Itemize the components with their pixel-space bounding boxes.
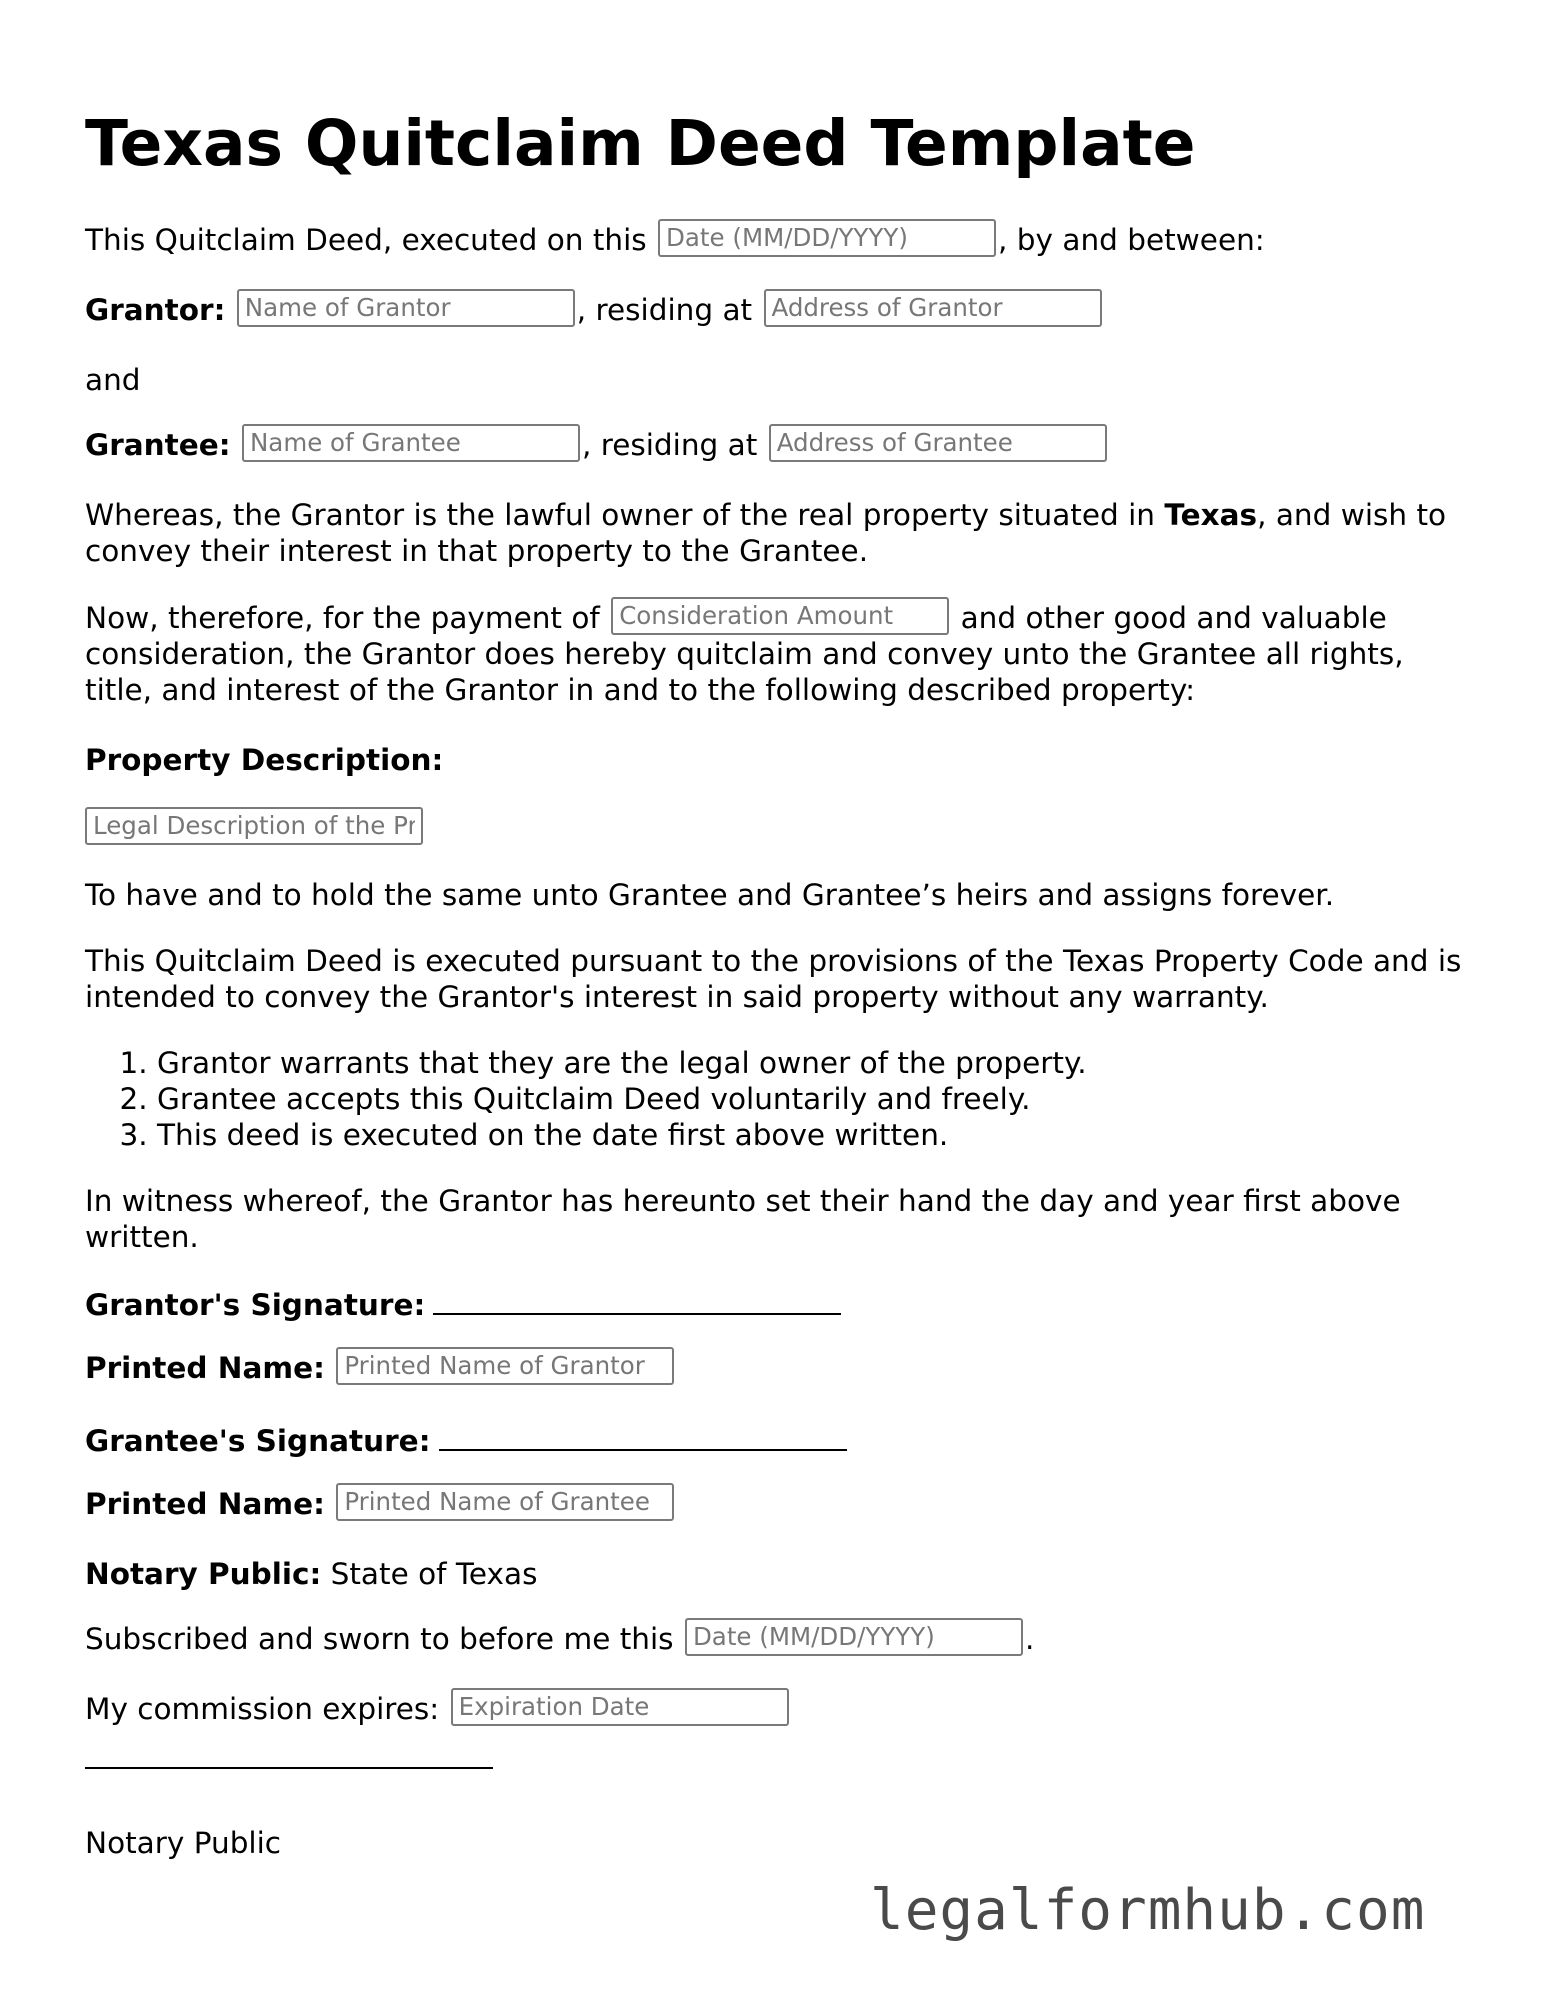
sworn-text: Subscribed and sworn to before me this: [85, 1622, 674, 1656]
grantor-name-field[interactable]: [237, 289, 575, 327]
grantor-signature-row: [85, 1285, 841, 1323]
consideration-paragraph: [85, 600, 1465, 708]
property-heading-text: Property Description:: [85, 743, 444, 777]
whereas-state: Texas: [1164, 498, 1258, 532]
grantor-printed-name-field[interactable]: [336, 1347, 674, 1385]
consideration-amount-field[interactable]: [611, 597, 949, 635]
intro-text: This Quitclaim Deed, executed on this: [85, 223, 647, 257]
notary-footer-label: Notary Public: [85, 1826, 282, 1860]
list-item: 1. Grantor warrants that they are the legal owner of the property.: [157, 1045, 1087, 1081]
grantor-printed-name-row: [85, 1350, 676, 1386]
commission-expiration-field[interactable]: [451, 1688, 789, 1726]
grantor-address-field[interactable]: [764, 289, 1102, 327]
notary-state-row: [85, 1556, 537, 1592]
notary-state-text: State of Texas: [321, 1557, 538, 1591]
intro-line: [85, 222, 1265, 258]
grantee-signature-row: [85, 1421, 847, 1459]
grantee-printed-name-field[interactable]: [336, 1483, 674, 1521]
list-item: 3. This deed is executed on the date first above written.: [157, 1117, 1087, 1153]
property-description-field[interactable]: [85, 807, 423, 845]
sworn-date-field[interactable]: [685, 1618, 1023, 1656]
property-description-row: [85, 810, 425, 846]
grantor-residing-text: , residing at: [576, 293, 753, 327]
grantor-signature-label: Grantor's Signature:: [85, 1288, 426, 1322]
whereas-text: Whereas, the Grantor is the lawful owner of the real property situated in: [85, 498, 1165, 532]
grantee-signature-line[interactable]: [439, 1421, 847, 1451]
grantor-line: [85, 292, 1104, 328]
and-text: and: [85, 363, 141, 397]
grantee-signature-label: Grantee's Signature:: [85, 1424, 431, 1458]
consideration-text: Now, therefore, for the payment of: [85, 601, 600, 635]
notary-signature-line[interactable]: [85, 1767, 493, 1769]
terms-list: [85, 1045, 1087, 1153]
property-heading: [85, 742, 443, 778]
whereas-after-text: , and wish to convey their interest in that property to the Grantee.: [85, 498, 1447, 568]
grantor-printed-name-label: Printed Name:: [85, 1351, 325, 1385]
sworn-row: [85, 1621, 1034, 1657]
notary-label: Notary Public:: [85, 1557, 322, 1591]
page-title: Texas Quitclaim Deed Template: [85, 107, 1196, 180]
intro-after-text: , by and between:: [998, 223, 1265, 257]
provision-paragraph: This Quitclaim Deed is executed pursuant to the provisions of the Texas Property Code and is intended to convey the Grantor's interest in said property without any warranty.: [85, 944, 1462, 1014]
grantee-printed-name-row: [85, 1486, 676, 1522]
whereas-paragraph: [85, 497, 1465, 569]
list-item: 2. Grantee accepts this Quitclaim Deed voluntarily and freely.: [157, 1081, 1087, 1117]
commission-row: [85, 1691, 791, 1727]
grantor-signature-line[interactable]: [433, 1285, 841, 1315]
brand-watermark: legalformhub.com: [870, 1878, 1426, 1943]
commission-label: My commission expires:: [85, 1692, 440, 1726]
grantee-name-field[interactable]: [242, 424, 580, 462]
grantee-line: [85, 427, 1109, 463]
grantee-label: Grantee:: [85, 428, 231, 462]
sworn-period: .: [1024, 1622, 1035, 1656]
execution-date-field[interactable]: [658, 219, 996, 257]
grantee-printed-name-label: Printed Name:: [85, 1487, 325, 1521]
grantee-address-field[interactable]: [769, 424, 1107, 462]
grantee-residing-text: , residing at: [581, 428, 758, 462]
witness-paragraph: In witness whereof, the Grantor has hereunto set their hand the day and year first above written.: [85, 1184, 1401, 1254]
grantor-label: Grantor:: [85, 293, 226, 327]
consideration-after-text: and other good and valuable consideration, the Grantor does hereby quitclaim and convey unto the Grantee all rights, title, and interest of the Grantor in and to the following described property:: [85, 601, 1404, 707]
habendum-paragraph: To have and to hold the same unto Grantee and Grantee’s heirs and assigns forever.: [85, 878, 1335, 912]
